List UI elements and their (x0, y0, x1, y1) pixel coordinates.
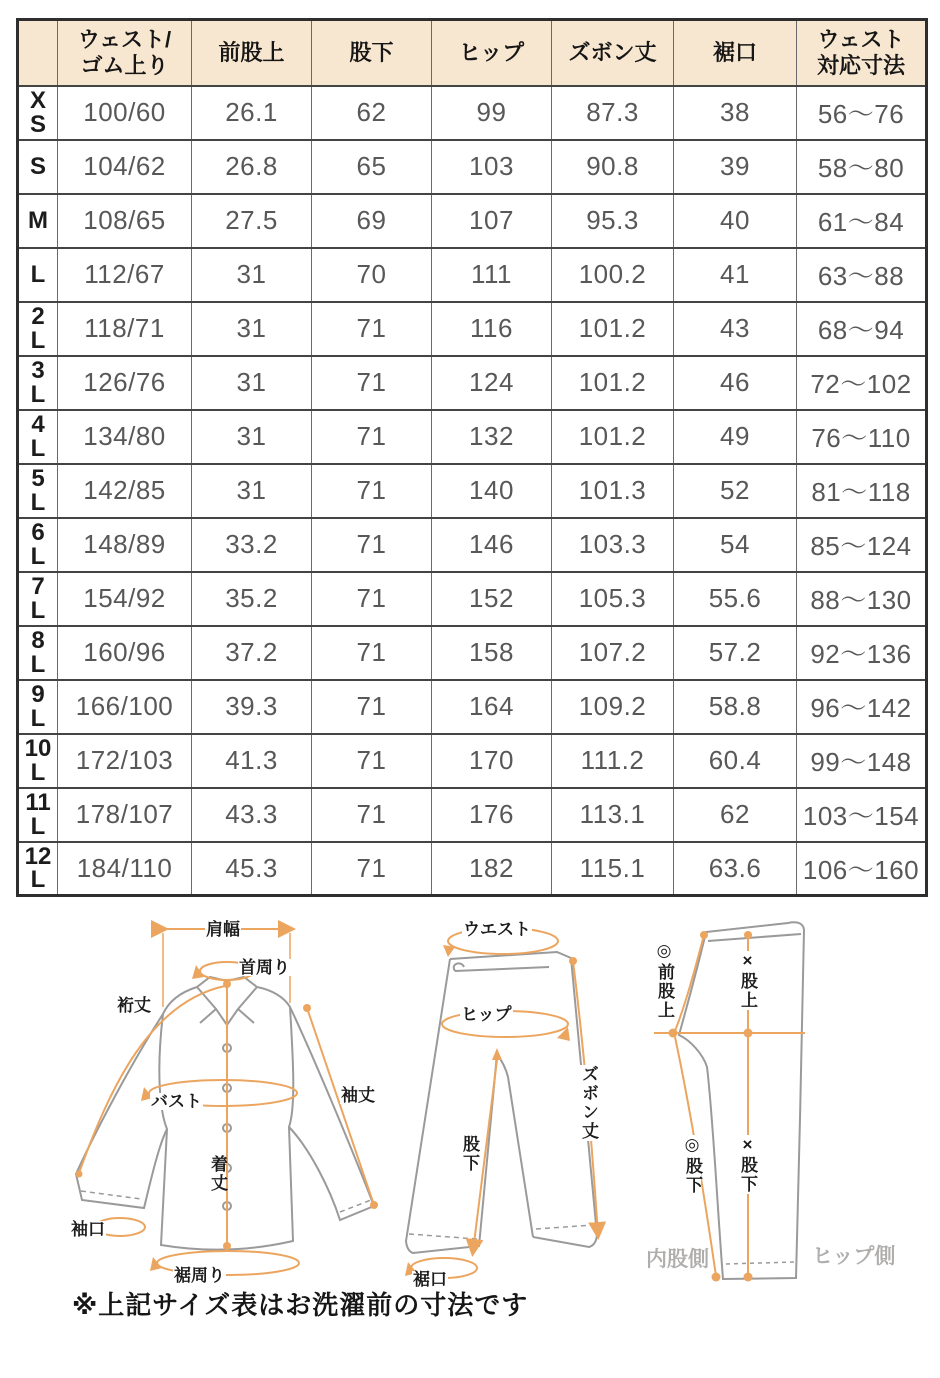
table-row (18, 518, 927, 572)
label-body-length: 着丈 (208, 1155, 227, 1193)
size-label: S (18, 140, 58, 194)
table-row (18, 572, 927, 626)
measurement-cell: 100/60 (58, 86, 192, 140)
measurement-cell: 57.2 (674, 626, 797, 680)
measurement-cell: 26.8 (192, 140, 312, 194)
label-pants-hem: 裾口 (413, 1270, 447, 1289)
size-label: 6 L (18, 518, 58, 572)
size-label: M (18, 194, 58, 248)
measurement-cell: 107.2 (552, 626, 674, 680)
measurement-cell: 38 (674, 86, 797, 140)
table-row (18, 464, 927, 518)
measurement-cell: 105.3 (552, 572, 674, 626)
label-hip-side: ヒップ側 (812, 1245, 896, 1268)
measurement-cell: 148/89 (58, 518, 192, 572)
measurement-cell: 72〜102 (797, 356, 927, 410)
label-neck: 首周り (239, 958, 290, 977)
measurement-cell: 154/92 (58, 572, 192, 626)
measurement-cell: 63〜88 (797, 248, 927, 302)
measurement-cell: 126/76 (58, 356, 192, 410)
measurement-cell: 92〜136 (797, 626, 927, 680)
label-bust: バスト (151, 1092, 202, 1111)
measurement-cell: 39 (674, 140, 797, 194)
measurement-cell: 142/85 (58, 464, 192, 518)
measurement-cell: 70 (312, 248, 432, 302)
measurement-cell: 58.8 (674, 680, 797, 734)
measurement-cell: 26.1 (192, 86, 312, 140)
column-header-waist-elastic: ウェスト/ゴム上り (58, 20, 192, 86)
measurement-cell: 95.3 (552, 194, 674, 248)
measurement-cell: 134/80 (58, 410, 192, 464)
size-table-header (18, 20, 927, 86)
measurement-cell: 118/71 (58, 302, 192, 356)
column-header-front-rise: 前股上 (192, 20, 312, 86)
measurement-cell: 132 (432, 410, 552, 464)
measurement-cell: 68〜94 (797, 302, 927, 356)
measurement-cell: 101.2 (552, 410, 674, 464)
measurement-cell: 178/107 (58, 788, 192, 842)
measurement-cell: 71 (312, 518, 432, 572)
measurement-cell: 71 (312, 842, 432, 896)
garment-diagrams-drawing (0, 907, 940, 1324)
table-row (18, 248, 927, 302)
measurement-cell: 43 (674, 302, 797, 356)
measurement-cell: 46 (674, 356, 797, 410)
size-label: L (18, 248, 58, 302)
size-chart-table (16, 18, 928, 897)
table-row (18, 86, 927, 140)
measurement-cell: 101.3 (552, 464, 674, 518)
measurement-cell: 33.2 (192, 518, 312, 572)
measurement-cell: 62 (312, 86, 432, 140)
measurement-cell: 96〜142 (797, 680, 927, 734)
measurement-cell: 107 (432, 194, 552, 248)
size-label: 9 L (18, 680, 58, 734)
measurement-cell: 37.2 (192, 626, 312, 680)
label-yuki-length: 裄丈 (117, 996, 151, 1015)
measurement-cell: 113.1 (552, 788, 674, 842)
measurement-cell: 100.2 (552, 248, 674, 302)
column-header-hip: ヒップ (432, 20, 552, 86)
measurement-cell: 56〜76 (797, 86, 927, 140)
label-pants-waist: ウエスト (463, 920, 531, 939)
measurement-cell: 71 (312, 464, 432, 518)
label-pants-inseam: 股下 (460, 1135, 479, 1173)
label-rise: ×股上 (738, 951, 757, 1010)
measurement-cell: 54 (674, 518, 797, 572)
measurement-cell: 166/100 (58, 680, 192, 734)
pants-front-outline (406, 952, 597, 1253)
measurement-cell: 115.1 (552, 842, 674, 896)
measurement-cell: 62 (674, 788, 797, 842)
measurement-cell: 71 (312, 734, 432, 788)
measurement-cell: 103.3 (552, 518, 674, 572)
label-sleeve-length: 袖丈 (341, 1086, 375, 1105)
measurement-cell: 76〜110 (797, 410, 927, 464)
measurement-cell: 182 (432, 842, 552, 896)
measurement-cell: 43.3 (192, 788, 312, 842)
measurement-cell: 152 (432, 572, 552, 626)
measurement-cell: 184/110 (58, 842, 192, 896)
measurement-cell: 160/96 (58, 626, 192, 680)
measurement-cell: 58〜80 (797, 140, 927, 194)
measurement-cell: 109.2 (552, 680, 674, 734)
column-header-pants-length: ズボン丈 (552, 20, 674, 86)
measurement-cell: 31 (192, 410, 312, 464)
measurement-cell: 39.3 (192, 680, 312, 734)
measurement-cell: 176 (432, 788, 552, 842)
measurement-cell: 41.3 (192, 734, 312, 788)
measurement-cell: 71 (312, 680, 432, 734)
column-header-waist-range: ウェスト対応寸法 (797, 20, 927, 86)
measurement-cell: 90.8 (552, 140, 674, 194)
size-label: 4 L (18, 410, 58, 464)
measurement-cell: 108/65 (58, 194, 192, 248)
measurement-cell: 69 (312, 194, 432, 248)
label-front-rise: ◎前股上 (655, 941, 674, 1020)
measurement-cell: 71 (312, 302, 432, 356)
pants-front-measure-lines (405, 928, 598, 1278)
measurement-cell: 71 (312, 788, 432, 842)
measurement-cell: 106〜160 (797, 842, 927, 896)
measurement-cell: 103〜154 (797, 788, 927, 842)
measurement-cell: 40 (674, 194, 797, 248)
measurement-cell: 170 (432, 734, 552, 788)
measurement-cell: 124 (432, 356, 552, 410)
measurement-cell: 65 (312, 140, 432, 194)
measurement-cell: 31 (192, 356, 312, 410)
measurement-cell: 99 (432, 86, 552, 140)
size-label: 10 L (18, 734, 58, 788)
corner-cell (18, 20, 58, 86)
measurement-cell: 85〜124 (797, 518, 927, 572)
measurement-cell: 87.3 (552, 86, 674, 140)
size-label: 11 L (18, 788, 58, 842)
measurement-cell: 55.6 (674, 572, 797, 626)
measurement-cell: 140 (432, 464, 552, 518)
table-row (18, 680, 927, 734)
label-pants-length: ズボン丈 (579, 1065, 598, 1141)
size-table-body (18, 86, 927, 896)
label-inseam-a: ◎股下 (683, 1135, 702, 1195)
label-pants-hip: ヒップ (461, 1005, 512, 1024)
measurement-cell: 101.2 (552, 302, 674, 356)
measurement-cell: 103 (432, 140, 552, 194)
measurement-cell: 116 (432, 302, 552, 356)
measurement-cell: 27.5 (192, 194, 312, 248)
table-row (18, 626, 927, 680)
table-row (18, 410, 927, 464)
measurement-cell: 71 (312, 626, 432, 680)
label-hem-round: 裾周り (174, 1266, 225, 1285)
size-label: 2 L (18, 302, 58, 356)
label-inseam-b: ×股下 (738, 1135, 757, 1194)
measurement-cell: 112/67 (58, 248, 192, 302)
table-row (18, 194, 927, 248)
measurement-cell: 99〜148 (797, 734, 927, 788)
measurement-cell: 41 (674, 248, 797, 302)
size-label: 12 L (18, 842, 58, 896)
label-shoulder-width: 肩幅 (206, 920, 240, 939)
label-inner-side: 内股側 (646, 1248, 709, 1271)
measurement-cell: 45.3 (192, 842, 312, 896)
measurement-cell: 71 (312, 572, 432, 626)
pre-wash-note: ※上記サイズ表はお洗濯前の寸法です (72, 1290, 529, 1320)
measurement-cell: 88〜130 (797, 572, 927, 626)
size-label: 8 L (18, 626, 58, 680)
size-label: 7 L (18, 572, 58, 626)
table-row (18, 140, 927, 194)
measurement-cell: 164 (432, 680, 552, 734)
measurement-cell: 61〜84 (797, 194, 927, 248)
table-row (18, 356, 927, 410)
measurement-cell: 146 (432, 518, 552, 572)
size-label: X S (18, 86, 58, 140)
header-row (18, 20, 927, 86)
measurement-cell: 104/62 (58, 140, 192, 194)
size-label: 5 L (18, 464, 58, 518)
measurement-cell: 158 (432, 626, 552, 680)
pants-side-measure-lines (654, 931, 805, 1282)
table-row (18, 842, 927, 896)
column-header-hem: 裾口 (674, 20, 797, 86)
measurement-cell: 101.2 (552, 356, 674, 410)
measurement-cell: 31 (192, 464, 312, 518)
size-label: 3 L (18, 356, 58, 410)
measurement-cell: 71 (312, 410, 432, 464)
measurement-cell: 60.4 (674, 734, 797, 788)
measurement-cell: 35.2 (192, 572, 312, 626)
measurement-cell: 31 (192, 248, 312, 302)
measurement-diagrams (0, 907, 940, 1324)
measurement-cell: 111.2 (552, 734, 674, 788)
measurement-cell: 52 (674, 464, 797, 518)
label-cuff: 袖口 (71, 1220, 105, 1239)
table-row (18, 788, 927, 842)
measurement-cell: 172/103 (58, 734, 192, 788)
measurement-cell: 71 (312, 356, 432, 410)
table-row (18, 302, 927, 356)
measurement-cell: 31 (192, 302, 312, 356)
measurement-cell: 81〜118 (797, 464, 927, 518)
measurement-cell: 49 (674, 410, 797, 464)
column-header-inseam: 股下 (312, 20, 432, 86)
table-row (18, 734, 927, 788)
measurement-cell: 63.6 (674, 842, 797, 896)
measurement-cell: 111 (432, 248, 552, 302)
shirt-outline (76, 977, 374, 1250)
